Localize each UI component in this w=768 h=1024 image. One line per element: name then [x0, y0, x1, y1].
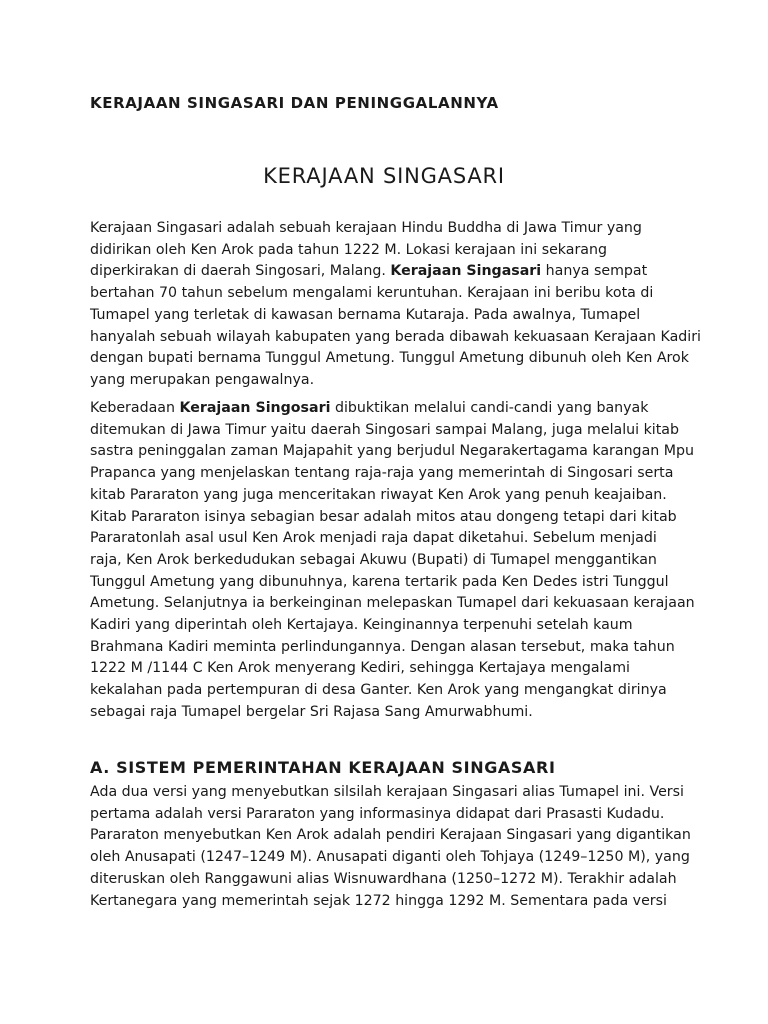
text-run: hanya sempat: [541, 263, 648, 280]
paragraph-line: Pararatonlah asal usul Ken Arok menjadi raja dapat diketahui. Sebelum menjadi: [90, 530, 657, 547]
paragraph-line: Kitab Pararaton isinya sebagian besar adalah mitos atau dongeng tetapi dari kitab: [90, 508, 677, 525]
document-title: KERAJAAN SINGASARI: [263, 164, 505, 188]
paragraph-line: Ametung. Selanjutnya ia berkeinginan melepaskan Tumapel dari kekuasaan kerajaan: [90, 595, 695, 612]
paragraph-line: yang merupakan pengawalnya.: [90, 371, 315, 388]
paragraph-line: raja, Ken Arok berkedudukan sebagai Akuwu (Bupati) di Tumapel menggantikan: [90, 551, 657, 568]
paragraph-line: Tunggul Ametung yang dibunuhnya, karena tertarik pada Ken Dedes istri Tunggul: [90, 573, 669, 590]
paragraph-line: didirikan oleh Ken Arok pada tahun 1222 M. Lokasi kerajaan ini sekarang: [90, 241, 607, 258]
paragraph-line: Pararaton menyebutkan Ken Arok adalah pendiri Kerajaan Singasari yang digantikan: [90, 827, 691, 844]
section-heading-a: A. SISTEM PEMERINTAHAN KERAJAAN SINGASARI: [90, 758, 556, 777]
document-heading: KERAJAAN SINGASARI DAN PENINGGALANNYA: [90, 94, 499, 112]
paragraph-line: Prapanca yang menjelaskan tentang raja-raja yang memerintah di Singosari serta: [90, 465, 674, 482]
paragraph-line: oleh Anusapati (1247–1249 M). Anusapati diganti oleh Tohjaya (1249–1250 M), yang: [90, 849, 690, 866]
bold-term: Kerajaan Singosari: [179, 400, 331, 416]
paragraph-line: [90, 261, 690, 283]
paragraph-line: pertama adalah versi Pararaton yang informasinya didapat dari Prasasti Kudadu.: [90, 805, 665, 822]
paragraph-line: kekalahan pada pertempuran di desa Ganter. Ken Arok yang mengangkat dirinya: [90, 682, 667, 699]
paragraph-line: ditemukan di Jawa Timur yaitu daerah Singosari sampai Malang, juga melalui kitab: [90, 421, 680, 438]
paragraph-government: [90, 782, 690, 912]
paragraph-line: kitab Pararaton yang juga menceritakan riwayat Ken Arok yang penuh keajaiban.: [90, 486, 667, 503]
paragraph-line: sebagai raja Tumapel bergelar Sri Rajasa Sang Amurwabhumi.: [90, 703, 533, 720]
paragraph-line: sastra peninggalan zaman Majapahit yang berjudul Negarakertagama karangan Mpu: [90, 443, 695, 460]
paragraph-line: Kerajaan Singasari adalah sebuah kerajaan Hindu Buddha di Jawa Timur yang: [90, 220, 642, 236]
text-run: diperkirakan di daerah Singosari, Malang.: [90, 263, 391, 280]
paragraph-line: Kertanegara yang memerintah sejak 1272 hingga 1292 M. Sementara pada versi: [90, 892, 667, 909]
paragraph-line: Kadiri yang diperintah oleh Kertajaya. Keinginannya terpenuhi setelah kaum: [90, 617, 633, 634]
paragraph-line: diteruskan oleh Ranggawuni alias Wisnuwardhana (1250–1272 M). Terakhir adalah: [90, 870, 677, 887]
paragraph-line: hanyalah sebuah wilayah kabupaten yang berada dibawah kekuasaan Kerajaan Kadiri: [90, 328, 701, 345]
bold-term: Kerajaan Singasari: [390, 263, 542, 280]
paragraph-line: Ada dua versi yang menyebutkan silsilah kerajaan Singasari alias Tumapel ini. Versi: [90, 784, 684, 800]
text-run: dibuktikan melalui candi-candi yang banyak: [330, 400, 649, 416]
paragraph-line: [90, 398, 690, 420]
paragraph-line: 1222 M /1144 C Ken Arok menyerang Kediri, sehingga Kertajaya mengalami: [90, 660, 630, 677]
text-run: Keberadaan: [90, 400, 180, 416]
paragraph-history: [90, 398, 695, 724]
paragraph-line: dengan bupati bernama Tunggul Ametung. Tunggul Ametung dibunuh oleh Ken Arok: [90, 350, 689, 367]
paragraph-intro: [90, 218, 701, 392]
paragraph-line: Brahmana Kadiri meminta perlindungannya. Dengan alasan tersebut, maka tahun: [90, 638, 675, 655]
paragraph-line: Tumapel yang terletak di kawasan bernama Kutaraja. Pada awalnya, Tumapel: [90, 306, 641, 323]
paragraph-line: bertahan 70 tahun sebelum mengalami keruntuhan. Kerajaan ini beribu kota di: [90, 285, 654, 302]
